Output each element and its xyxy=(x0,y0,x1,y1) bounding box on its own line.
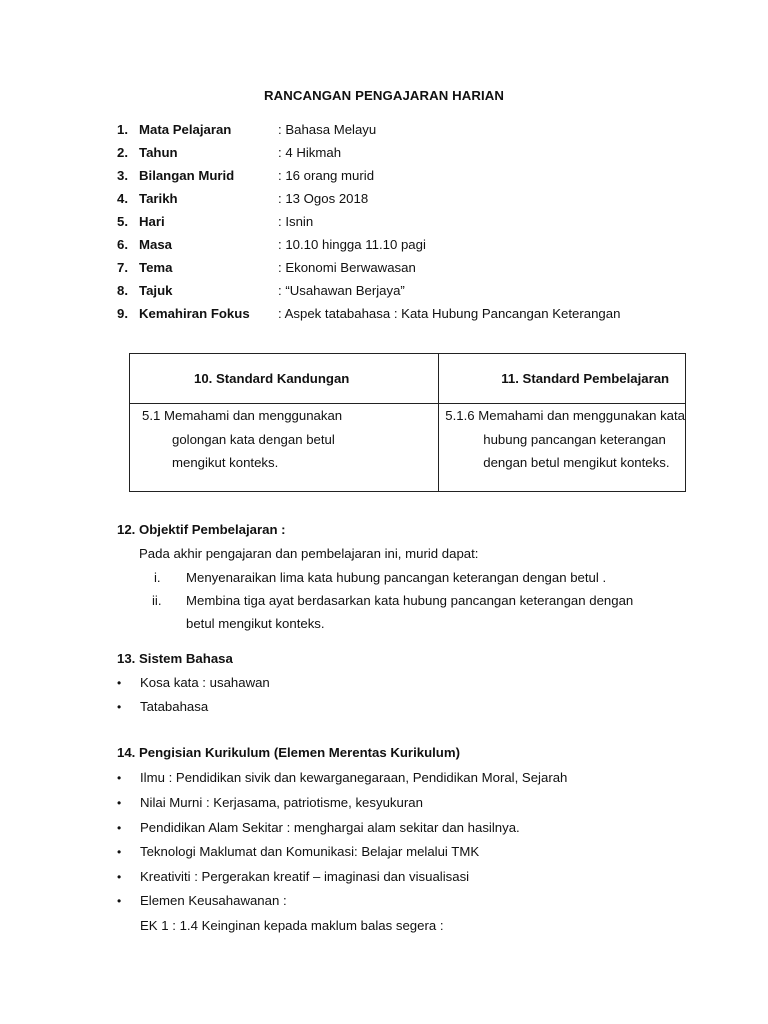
info-label: Tema xyxy=(139,260,173,275)
info-row-tahun xyxy=(117,144,341,162)
objektif-marker: i. xyxy=(154,570,161,585)
objektif-intro: Pada akhir pengajaran dan pembelajaran ini, murid dapat: xyxy=(139,546,479,561)
sistem-bahasa-item xyxy=(117,698,208,716)
info-value: : Isnin xyxy=(278,214,314,229)
standards-header-row xyxy=(130,354,686,404)
info-row-hari xyxy=(117,213,313,231)
info-number: 6. xyxy=(117,237,128,252)
pengisian-item-text: Pendidikan Alam Sekitar : menghargai alam sekitar dan hasilnya. xyxy=(140,820,520,835)
info-number: 2. xyxy=(117,145,128,160)
pengisian-item-text: Ilmu : Pendidikan sivik dan kewarganegaraan, Pendidikan Moral, Sejarah xyxy=(140,770,568,785)
objektif-item-line: Membina tiga ayat berdasarkan kata hubung pancangan keterangan dengan xyxy=(186,593,634,608)
standard-pembelajaran-line: hubung pancangan keterangan xyxy=(483,431,666,447)
document-title: RANCANGAN PENGAJARAN HARIAN xyxy=(263,88,505,103)
standard-pembelajaran-cell xyxy=(439,404,686,492)
standard-kandungan-line: 5.1 Memahami dan menggunakan xyxy=(142,408,343,423)
standard-kandungan-line: golongan kata dengan betul xyxy=(172,431,335,447)
sistem-bahasa-item-text: Kosa kata : usahawan xyxy=(140,675,270,690)
info-number: 4. xyxy=(117,191,128,206)
bullet-icon: • xyxy=(117,870,122,884)
info-label: Bilangan Murid xyxy=(139,168,235,183)
info-value: : Aspek tatabahasa : Kata Hubung Pancangan Keterangan xyxy=(278,306,621,321)
objektif-heading: 12. Objektif Pembelajaran : xyxy=(117,522,286,537)
sistem-bahasa-item-text: Tatabahasa xyxy=(140,699,209,714)
info-row-tajuk xyxy=(117,282,405,300)
standard-pembelajaran-header: 11. Standard Pembelajaran xyxy=(439,354,686,404)
standard-pembelajaran-line: dengan betul mengikut konteks. xyxy=(483,455,670,470)
sistem-bahasa-item xyxy=(117,674,270,692)
info-row-bilangan-murid xyxy=(117,167,374,185)
info-value: : 13 Ogos 2018 xyxy=(278,191,369,206)
info-value: : Bahasa Melayu xyxy=(278,122,377,137)
objektif-item-line: Menyenaraikan lima kata hubung pancangan keterangan dengan betul . xyxy=(186,570,607,585)
info-label: Hari xyxy=(139,214,165,229)
info-row-tema xyxy=(117,259,416,277)
pengisian-item-text: Teknologi Maklumat dan Komunikasi: Belajar melalui TMK xyxy=(140,844,480,859)
objektif-marker: ii. xyxy=(152,593,162,608)
info-label: Tarikh xyxy=(139,191,178,206)
pengisian-item xyxy=(117,819,520,837)
info-value: : 10.10 hingga 11.10 pagi xyxy=(278,237,426,252)
standard-kandungan-header: 10. Standard Kandungan xyxy=(130,354,439,404)
pengisian-item xyxy=(117,868,469,886)
bullet-icon: • xyxy=(117,771,122,785)
info-row-mata-pelajaran xyxy=(117,121,376,139)
info-number: 3. xyxy=(117,168,128,183)
info-label: Tajuk xyxy=(139,283,173,298)
info-value: : “Usahawan Berjaya” xyxy=(278,283,405,298)
info-label: Tahun xyxy=(139,145,178,160)
bullet-icon: • xyxy=(117,821,122,835)
info-value: : 16 orang murid xyxy=(278,168,375,183)
standards-table xyxy=(129,353,686,492)
sistem-bahasa-heading: 13. Sistem Bahasa xyxy=(117,651,233,666)
standard-kandungan-line: mengikut konteks. xyxy=(172,455,279,470)
pengisian-item xyxy=(117,769,567,787)
pengisian-sub-line: EK 1 : 1.4 Keinginan kepada maklum balas segera : xyxy=(140,918,444,933)
pengisian-item xyxy=(117,843,479,861)
info-label: Mata Pelajaran xyxy=(139,122,232,137)
info-number: 8. xyxy=(117,283,128,298)
bullet-icon: • xyxy=(117,676,122,690)
pengisian-item-text: Nilai Murni : Kerjasama, patriotisme, kesyukuran xyxy=(140,795,423,810)
info-number: 9. xyxy=(117,306,128,321)
standard-pembelajaran-line: 5.1.6 Memahami dan menggunakan kata xyxy=(445,408,685,423)
bullet-icon: • xyxy=(117,796,122,810)
objektif-item-line: betul mengikut konteks. xyxy=(186,616,325,631)
info-label: Kemahiran Fokus xyxy=(139,306,250,321)
standard-kandungan-cell xyxy=(130,404,439,492)
pengisian-item xyxy=(117,794,423,812)
pengisian-item-text: Kreativiti : Pergerakan kreatif – imaginasi dan visualisasi xyxy=(140,869,470,884)
pengisian-item-text: Elemen Keusahawanan : xyxy=(140,893,287,908)
bullet-icon: • xyxy=(117,700,122,714)
info-value: : Ekonomi Berwawasan xyxy=(278,260,416,275)
info-number: 5. xyxy=(117,214,128,229)
pengisian-heading: 14. Pengisian Kurikulum (Elemen Merentas Kurikulum) xyxy=(117,745,460,760)
info-value: : 4 Hikmah xyxy=(278,145,342,160)
info-label: Masa xyxy=(139,237,172,252)
bullet-icon: • xyxy=(117,845,122,859)
pengisian-item xyxy=(117,892,287,910)
info-row-masa xyxy=(117,236,426,254)
info-row-tarikh xyxy=(117,190,368,208)
bullet-icon: • xyxy=(117,894,122,908)
info-row-kemahiran-fokus xyxy=(117,305,620,323)
info-number: 7. xyxy=(117,260,128,275)
standards-body-row xyxy=(130,404,686,492)
info-number: 1. xyxy=(117,122,128,137)
